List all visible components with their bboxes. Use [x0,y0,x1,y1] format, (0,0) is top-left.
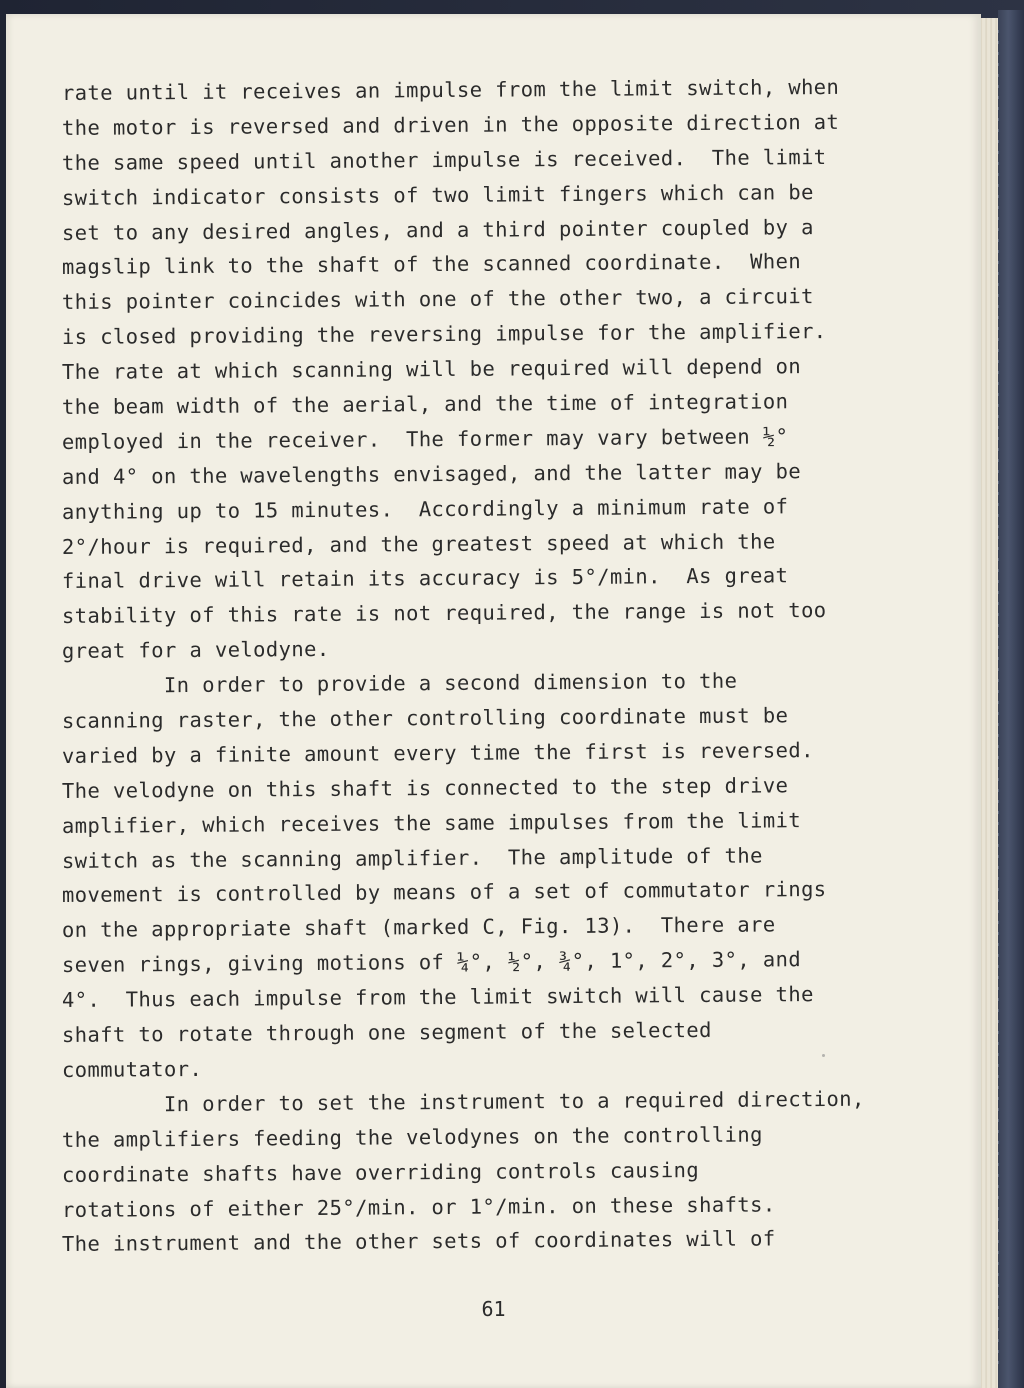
text-line: The rate at which scanning will be required will depend on [61,354,802,385]
body-text [62,76,932,1262]
paragraph-start-line: In order to provide a second dimension to the [61,668,738,699]
text-line: employed in the receiver. The former may vary between ½° [61,424,789,454]
text-line: stability of this rate is not required, the range is not too [61,598,827,629]
text-line: great for a velodyne. [61,637,330,664]
text-line: this pointer coincides with one of the other two, a circuit [61,284,814,315]
text-line: coordinate shafts have overriding controls causing [61,1157,700,1187]
text-line: on the appropriate shaft (marked C, Fig. 13). There are [61,912,776,943]
text-line: shaft to rotate through one segment of the selected [61,1017,712,1048]
text-line: switch indicator consists of two limit fingers which can be [61,179,814,210]
text-line: the motor is reversed and driven in the opposite direction at [61,109,840,140]
text-line: varied by a finite amount every time the first is reversed. [61,738,814,768]
text-line: is closed providing the reversing impulse for the amplifier. [61,319,827,350]
text-line: rate until it receives an impulse from the limit switch, when [61,74,840,105]
text-line: rotations of either 25°/min. or 1°/min. on these shafts. [61,1191,776,1222]
text-line: scanning raster, the other controlling coordinate must be [61,703,789,734]
text-line: anything up to 15 minutes. Accordingly a minimum rate of [61,493,789,524]
page-number: 61 [481,1297,506,1321]
text-line: the amplifiers feeding the velodynes on the controlling [61,1122,763,1152]
text-line: The instrument and the other sets of coordinates will of [61,1226,776,1257]
text-line: the beam width of the aerial, and the time of integration [61,389,789,420]
text-line: The velodyne on this shaft is connected to the step drive [61,773,789,803]
paragraph-start-line: In order to set the instrument to a required direction, [61,1086,865,1117]
page-edges [978,18,998,1388]
text-line: final drive will retain its accuracy is 5°/min. As great [61,563,789,594]
text-line: 2°/hour is required, and the greatest speed at which the [61,528,776,559]
text-line: amplifier, which receives the same impulses from the limit [61,807,802,838]
document-page [6,14,981,1388]
text-line: movement is controlled by means of a set of commutator rings [61,877,827,908]
text-line: 4°. Thus each impulse from the limit switch will cause the [61,982,814,1013]
book-spine [998,10,1024,1388]
text-line: set to any desired angles, and a third pointer coupled by a [61,214,814,245]
text-line: seven rings, giving motions of ¼°, ½°, ¾°, 1°, 2°, 3°, and [61,947,802,978]
text-line: magslip link to the shaft of the scanned coordinate. When [61,249,802,280]
text-line: commutator. [61,1056,203,1082]
text-line: the same speed until another impulse is received. The limit [61,144,827,175]
text-line: switch as the scanning amplifier. The amplitude of the [61,843,763,873]
text-line: and 4° on the wavelengths envisaged, and the latter may be [61,458,802,489]
paper-speck [822,1054,825,1057]
